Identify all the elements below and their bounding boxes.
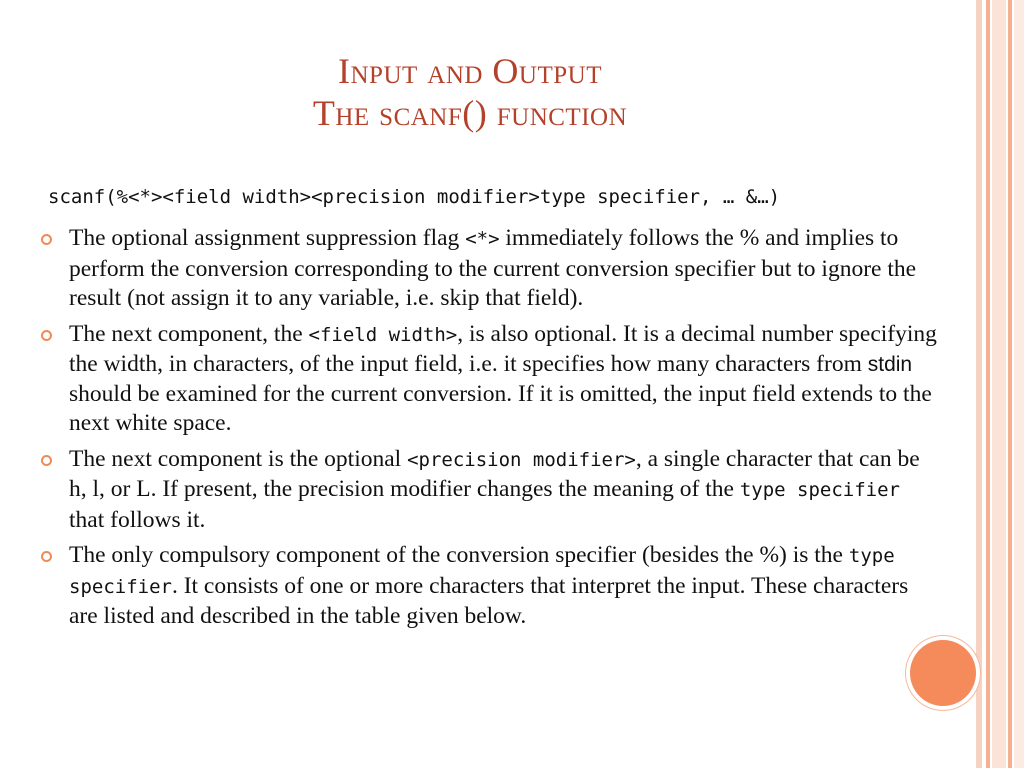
stripe xyxy=(992,0,1006,768)
bullet-text: The next component is the optional xyxy=(69,445,408,472)
code-term: <precision modifier> xyxy=(407,448,636,471)
bullet-list xyxy=(40,224,940,638)
title-line-2: The scanf() function xyxy=(312,93,628,133)
slide-title xyxy=(0,50,940,134)
bullet-icon xyxy=(41,551,52,562)
code-term: <field width> xyxy=(308,323,458,346)
bullet-text: . It consists of one or more characters that interpret the input. These characters are listed and described in the table given below. xyxy=(69,572,909,629)
bullet-text: that follows it. xyxy=(69,506,206,533)
title-line-1: Input and Output xyxy=(338,51,602,91)
bullet-text: should be examined for the current conversion. If it is omitted, the input field extends to the next white space. xyxy=(69,380,932,436)
scanf-syntax: scanf(%<*><field width><precision modifier>type specifier, … &…) xyxy=(48,186,781,208)
stripe xyxy=(1014,0,1024,768)
code-term: type specifier xyxy=(69,545,895,598)
code-term: <*> xyxy=(465,228,500,250)
bullet-icon xyxy=(41,455,52,466)
decorative-circle xyxy=(910,640,976,706)
stripe xyxy=(1008,0,1012,768)
bullet-icon xyxy=(41,330,52,341)
bullet-text: The next component, the xyxy=(69,320,309,347)
bullet-icon xyxy=(41,234,52,245)
bullet-text: The optional assignment suppression flag xyxy=(69,225,466,251)
stripe xyxy=(986,0,990,768)
decorative-stripes xyxy=(976,0,1024,768)
list-item xyxy=(40,224,940,314)
bullet-text: immediately follows the % and implies to perform the conversion corresponding to the current conversion specifier but to ignore the result (not assign it to any variable, i.e. skip that field). xyxy=(69,225,917,311)
bullet-text: , is also optional. It is a decimal number specifying the width, in characters, of the input field, i.e. it specifies how many characters from xyxy=(69,320,937,377)
stripe xyxy=(976,0,982,768)
bullet-text: , a single character that can be h, l, or L. If present, the precision modifier changes the meaning of the xyxy=(69,445,920,502)
list-item xyxy=(40,445,940,536)
code-term: stdin xyxy=(867,353,913,376)
list-item xyxy=(40,541,940,632)
bullet-text: The only compulsory component of the conversion specifier (besides the %) is the xyxy=(69,542,849,568)
code-term: type specifier xyxy=(739,479,900,501)
list-item xyxy=(40,320,940,439)
